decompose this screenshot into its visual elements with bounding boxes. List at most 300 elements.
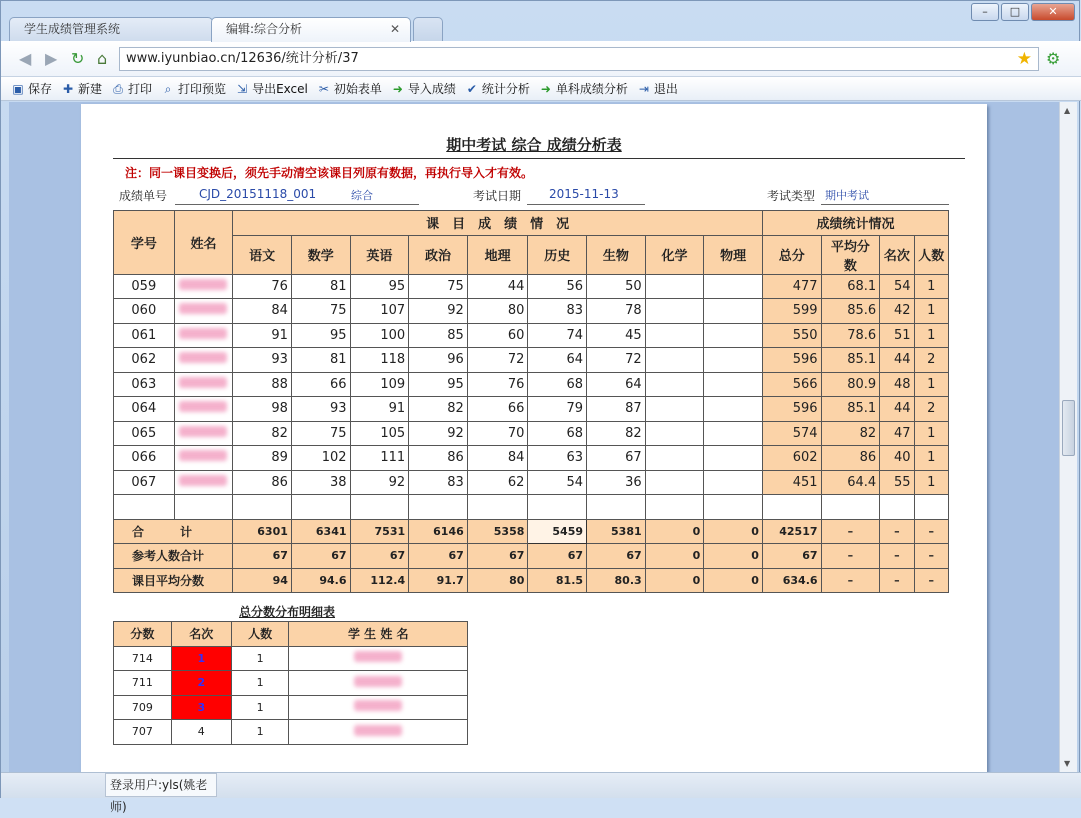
cell-score[interactable]: 95 [350, 274, 409, 299]
cell-score[interactable] [704, 274, 763, 299]
toolbar-button[interactable] [61, 80, 102, 97]
dist-header: 人数 [231, 622, 289, 647]
cell-score[interactable]: 92 [409, 421, 468, 446]
cell-stat[interactable]: 44 [880, 348, 914, 373]
cell-stat[interactable]: 2 [914, 397, 948, 422]
cell-score[interactable]: 74 [528, 323, 587, 348]
summary-value: 5381 [587, 519, 646, 544]
cell-score[interactable] [704, 323, 763, 348]
cell-score[interactable]: 107 [350, 299, 409, 324]
toolbar-button[interactable] [235, 80, 308, 97]
cell-stat[interactable]: 78.6 [821, 323, 880, 348]
cell-score[interactable]: 75 [291, 421, 350, 446]
table-row [114, 299, 949, 324]
new-icon: ✚ [62, 81, 74, 96]
cell-score[interactable]: 75 [291, 299, 350, 324]
header-stats-group: 成绩统计情况 [762, 211, 948, 236]
dist-header: 学 生 姓 名 [289, 622, 468, 647]
header-stat: 平均分数 [821, 235, 880, 274]
empty-cell[interactable] [291, 495, 350, 520]
report-paper [81, 104, 987, 772]
empty-cell[interactable] [704, 495, 763, 520]
cell-score[interactable]: 76 [467, 372, 528, 397]
summary-value: 0 [704, 568, 763, 593]
scroll-up-icon[interactable]: ▲ [1064, 106, 1071, 115]
summary-value: 0 [645, 519, 704, 544]
cell-stat[interactable]: 51 [880, 323, 914, 348]
cell-score[interactable] [704, 372, 763, 397]
close-tab-icon[interactable]: ✕ [389, 22, 400, 36]
table-row [114, 421, 949, 446]
cell-stat[interactable]: 1 [914, 274, 948, 299]
redacted-name [179, 450, 227, 461]
summary-value: 0 [645, 568, 704, 593]
summary-row [114, 544, 949, 569]
cell-score[interactable]: 95 [291, 323, 350, 348]
dist-header: 分数 [114, 622, 172, 647]
cell-score[interactable]: 44 [467, 274, 528, 299]
new-tab-button[interactable] [413, 17, 443, 41]
cell-score[interactable]: 93 [291, 397, 350, 422]
cell-stat[interactable]: 40 [880, 446, 914, 471]
cell-student-id[interactable]: 067 [114, 470, 175, 495]
cell-score[interactable]: 67 [587, 446, 646, 471]
empty-cell[interactable] [762, 495, 821, 520]
cell-score[interactable]: 96 [409, 348, 468, 373]
cell-student-name[interactable] [174, 372, 233, 397]
dist-count: 1 [231, 720, 289, 745]
summary-value: 112.4 [350, 568, 409, 593]
redacted-name [179, 352, 227, 363]
redacted-name [179, 303, 227, 314]
header-subject: 语文 [233, 235, 292, 274]
summary-value: 6301 [233, 519, 292, 544]
cell-stat[interactable]: 85.1 [821, 397, 880, 422]
cell-score[interactable] [645, 421, 704, 446]
cell-score[interactable]: 68 [528, 372, 587, 397]
cell-score[interactable]: 36 [587, 470, 646, 495]
cell-student-name[interactable] [174, 397, 233, 422]
tools-icon: ✂ [318, 81, 329, 96]
toolbar-button[interactable] [11, 80, 52, 97]
cell-score[interactable]: 88 [233, 372, 292, 397]
scroll-down-icon[interactable]: ▼ [1064, 759, 1071, 768]
cell-score[interactable]: 82 [587, 421, 646, 446]
cell-stat[interactable]: 44 [880, 397, 914, 422]
id-label: 成绩单号 [119, 189, 168, 203]
excel-icon: ⇲ [237, 81, 248, 96]
tab-strip [1, 1, 1081, 41]
dist-count: 1 [231, 671, 289, 696]
cell-student-name[interactable] [174, 446, 233, 471]
empty-cell[interactable] [645, 495, 704, 520]
redacted-name [354, 676, 402, 687]
summary-value: 80 [467, 568, 528, 593]
toolbar-label: 新建 [78, 82, 103, 96]
header-subject: 化学 [645, 235, 704, 274]
table-row [114, 397, 949, 422]
redacted-name [179, 377, 227, 388]
summary-row [114, 519, 949, 544]
distribution-table [113, 621, 468, 745]
cell-stat[interactable]: 596 [762, 397, 821, 422]
empty-cell[interactable] [880, 495, 914, 520]
cell-stat[interactable]: 1 [914, 470, 948, 495]
score-table [113, 210, 949, 593]
cell-score[interactable] [704, 470, 763, 495]
cell-score[interactable]: 84 [233, 299, 292, 324]
empty-cell[interactable] [233, 495, 292, 520]
cell-score[interactable] [645, 372, 704, 397]
summary-value: 42517 [762, 519, 821, 544]
cell-score[interactable]: 87 [587, 397, 646, 422]
settings-icon[interactable]: ⚙ [1046, 49, 1061, 68]
url-text: www.iyunbiao.cn/12636/统计分析/37 [126, 51, 359, 66]
cell-score[interactable]: 50 [587, 274, 646, 299]
cell-score[interactable] [704, 299, 763, 324]
cell-score[interactable]: 54 [528, 470, 587, 495]
cell-student-id[interactable]: 061 [114, 323, 175, 348]
summary-value: – [821, 519, 880, 544]
arrow-icon: ➜ [540, 81, 551, 96]
empty-cell[interactable] [409, 495, 468, 520]
table-row [114, 372, 949, 397]
cell-stat[interactable]: 550 [762, 323, 821, 348]
dist-score: 707 [114, 720, 172, 745]
summary-value: 91.7 [409, 568, 468, 593]
cell-score[interactable]: 79 [528, 397, 587, 422]
cell-stat[interactable]: 80.9 [821, 372, 880, 397]
type-label: 考试类型 [767, 189, 816, 203]
cell-stat[interactable]: 1 [914, 421, 948, 446]
cell-score[interactable] [645, 299, 704, 324]
tab-edit-analysis[interactable] [211, 17, 411, 42]
summary-value: – [821, 544, 880, 569]
cell-score[interactable]: 102 [291, 446, 350, 471]
cell-score[interactable]: 100 [350, 323, 409, 348]
date-value[interactable]: 2015-11-13 [527, 187, 645, 205]
empty-cell[interactable] [587, 495, 646, 520]
summary-value: 67 [467, 544, 528, 569]
dist-header: 名次 [171, 622, 231, 647]
toolbar-button[interactable] [637, 80, 678, 97]
toolbar-label: 统计分析 [481, 82, 530, 96]
cell-score[interactable]: 45 [587, 323, 646, 348]
cell-student-id[interactable]: 066 [114, 446, 175, 471]
cell-score[interactable]: 91 [233, 323, 292, 348]
summary-value: – [880, 568, 914, 593]
type-value[interactable]: 期中考试 [821, 187, 949, 205]
print-preview-icon: ⌕ [164, 81, 172, 96]
empty-cell[interactable] [174, 495, 233, 520]
cell-student-id[interactable]: 062 [114, 348, 175, 373]
dist-row [114, 646, 468, 671]
warning-note: 注：同一课目变换后，须先手动清空该课目列原有数据，再执行导入才有效。 [125, 166, 534, 180]
cell-score[interactable] [704, 446, 763, 471]
summary-label: 合 计 [114, 519, 233, 544]
header-id: 学号 [114, 211, 175, 275]
toolbar-label: 退出 [653, 82, 678, 96]
summary-value: 94.6 [291, 568, 350, 593]
window-controls [971, 3, 1075, 21]
toolbar-label: 导出Excel [252, 82, 308, 96]
header-subject: 历史 [528, 235, 587, 274]
cell-score[interactable]: 56 [528, 274, 587, 299]
cell-student-name[interactable] [174, 348, 233, 373]
cell-score[interactable]: 75 [409, 274, 468, 299]
cell-score[interactable]: 78 [587, 299, 646, 324]
summary-value: 67 [409, 544, 468, 569]
cell-student-id[interactable]: 060 [114, 299, 175, 324]
check-icon: ✔ [466, 81, 477, 96]
cell-score[interactable]: 98 [233, 397, 292, 422]
close-window-button[interactable]: ✕ [1031, 3, 1075, 21]
tab-label: 学生成绩管理系统 [24, 22, 121, 36]
redacted-name [179, 328, 227, 339]
cell-student-id[interactable]: 064 [114, 397, 175, 422]
cell-score[interactable]: 86 [409, 446, 468, 471]
cell-score[interactable]: 93 [233, 348, 292, 373]
header-subject: 数学 [291, 235, 350, 274]
cell-score[interactable]: 84 [467, 446, 528, 471]
cell-score[interactable]: 83 [528, 299, 587, 324]
back-icon[interactable]: ◀ [19, 49, 32, 68]
cell-score[interactable] [704, 348, 763, 373]
header-stat: 人数 [914, 235, 948, 274]
header-subject: 物理 [704, 235, 763, 274]
cell-stat[interactable]: 48 [880, 372, 914, 397]
cell-score[interactable] [645, 348, 704, 373]
header-subject: 地理 [467, 235, 528, 274]
cell-stat[interactable]: 1 [914, 446, 948, 471]
cell-score[interactable]: 63 [528, 446, 587, 471]
cell-score[interactable] [704, 421, 763, 446]
empty-cell[interactable] [114, 495, 175, 520]
reload-icon[interactable]: ↻ [71, 49, 85, 68]
redacted-name [179, 401, 227, 412]
cell-student-name[interactable] [174, 323, 233, 348]
cell-stat[interactable]: 82 [821, 421, 880, 446]
cell-score[interactable]: 62 [467, 470, 528, 495]
cell-score[interactable]: 68 [528, 421, 587, 446]
cell-score[interactable] [645, 274, 704, 299]
summary-value: – [914, 544, 948, 569]
dist-rank: 1 [171, 646, 231, 671]
cell-stat[interactable]: 85.1 [821, 348, 880, 373]
dist-rank: 3 [171, 695, 231, 720]
cell-score[interactable] [704, 397, 763, 422]
toolbar-label: 打印 [128, 82, 153, 96]
cell-stat[interactable]: 47 [880, 421, 914, 446]
vertical-scrollbar[interactable] [1059, 102, 1077, 772]
cell-stat[interactable]: 55 [880, 470, 914, 495]
forward-icon[interactable]: ▶ [45, 49, 58, 68]
cell-stat[interactable]: 1 [914, 299, 948, 324]
home-icon[interactable]: ⌂ [97, 49, 108, 68]
summary-value: 7531 [350, 519, 409, 544]
maximize-button[interactable]: □ [1001, 3, 1029, 21]
cell-score[interactable]: 111 [350, 446, 409, 471]
cell-score[interactable]: 81 [291, 274, 350, 299]
empty-cell[interactable] [821, 495, 880, 520]
cell-student-id[interactable]: 059 [114, 274, 175, 299]
id-extra[interactable]: 综合 [327, 187, 419, 205]
summary-value: 5459 [528, 519, 587, 544]
toolbar-button[interactable] [465, 80, 530, 97]
cell-score[interactable]: 82 [409, 397, 468, 422]
title-rule [113, 158, 965, 159]
distribution-title: 总分数分布明细表 [239, 605, 336, 619]
cell-score[interactable]: 89 [233, 446, 292, 471]
cell-score[interactable]: 85 [409, 323, 468, 348]
redacted-name [179, 279, 227, 290]
cell-stat[interactable]: 566 [762, 372, 821, 397]
cell-stat[interactable]: 86 [821, 446, 880, 471]
address-bar[interactable] [119, 47, 1039, 71]
header-subject: 政治 [409, 235, 468, 274]
summary-value: 80.3 [587, 568, 646, 593]
cell-score[interactable]: 70 [467, 421, 528, 446]
toolbar-button[interactable] [161, 80, 226, 97]
cell-score[interactable]: 66 [467, 397, 528, 422]
cell-stat[interactable]: 64.4 [821, 470, 880, 495]
redacted-name [354, 651, 402, 662]
cell-student-name[interactable] [174, 470, 233, 495]
app-toolbar [1, 77, 1081, 101]
summary-value: – [821, 568, 880, 593]
summary-value: 67 [528, 544, 587, 569]
toolbar-button[interactable] [111, 80, 152, 97]
cell-stat[interactable]: 68.1 [821, 274, 880, 299]
cell-stat[interactable]: 599 [762, 299, 821, 324]
toolbar-label: 打印预览 [178, 82, 227, 96]
cell-score[interactable] [645, 446, 704, 471]
cell-score[interactable]: 64 [528, 348, 587, 373]
cell-student-name[interactable] [174, 274, 233, 299]
cell-stat[interactable]: 54 [880, 274, 914, 299]
cell-student-name[interactable] [174, 299, 233, 324]
cell-score[interactable]: 72 [467, 348, 528, 373]
cell-score[interactable]: 83 [409, 470, 468, 495]
cell-stat[interactable]: 477 [762, 274, 821, 299]
summary-value: 81.5 [528, 568, 587, 593]
toolbar-label: 保存 [28, 82, 53, 96]
cell-stat[interactable]: 596 [762, 348, 821, 373]
cell-score[interactable]: 92 [409, 299, 468, 324]
summary-label: 参考人数合计 [114, 544, 233, 569]
cell-score[interactable]: 60 [467, 323, 528, 348]
cell-stat[interactable]: 2 [914, 348, 948, 373]
cell-score[interactable]: 105 [350, 421, 409, 446]
cell-score[interactable]: 72 [587, 348, 646, 373]
cell-score[interactable]: 92 [350, 470, 409, 495]
dist-student-name [289, 646, 468, 671]
cell-score[interactable]: 95 [409, 372, 468, 397]
cell-score[interactable]: 64 [587, 372, 646, 397]
cell-score[interactable]: 38 [291, 470, 350, 495]
cell-score[interactable]: 66 [291, 372, 350, 397]
header-stat: 名次 [880, 235, 914, 274]
summary-value: 94 [233, 568, 292, 593]
cell-stat[interactable]: 1 [914, 372, 948, 397]
empty-cell[interactable] [914, 495, 948, 520]
summary-value: 0 [704, 519, 763, 544]
summary-value: 6146 [409, 519, 468, 544]
cell-score[interactable] [645, 397, 704, 422]
date-label: 考试日期 [473, 189, 522, 203]
page-viewport [9, 102, 1059, 772]
header-stat: 总分 [762, 235, 821, 274]
report-title: 期中考试 综合 成绩分析表 [446, 136, 622, 154]
cell-score[interactable]: 81 [291, 348, 350, 373]
table-row [114, 446, 949, 471]
cell-score[interactable]: 91 [350, 397, 409, 422]
cell-score[interactable] [645, 323, 704, 348]
cell-score[interactable]: 118 [350, 348, 409, 373]
tab-student-system[interactable] [9, 17, 213, 41]
print-icon: ⎙ [113, 81, 123, 96]
id-value[interactable]: CJD_20151118_001 [175, 187, 327, 205]
table-row [114, 274, 949, 299]
toolbar-button[interactable] [539, 80, 628, 97]
empty-cell[interactable] [350, 495, 409, 520]
cell-stat[interactable]: 602 [762, 446, 821, 471]
summary-value: – [880, 519, 914, 544]
cell-stat[interactable]: 451 [762, 470, 821, 495]
cell-stat[interactable]: 1 [914, 323, 948, 348]
header-subject: 英语 [350, 235, 409, 274]
summary-value: 67 [350, 544, 409, 569]
cell-score[interactable]: 109 [350, 372, 409, 397]
summary-value: 5358 [467, 519, 528, 544]
cell-student-name[interactable] [174, 421, 233, 446]
cell-score[interactable]: 86 [233, 470, 292, 495]
cell-stat[interactable]: 85.6 [821, 299, 880, 324]
dist-rank: 4 [171, 720, 231, 745]
cell-stat[interactable]: 42 [880, 299, 914, 324]
login-user: 登录用户:yls(姚老师) [105, 773, 217, 797]
cell-score[interactable]: 80 [467, 299, 528, 324]
save-icon: ▣ [12, 81, 24, 96]
cell-student-id[interactable]: 065 [114, 421, 175, 446]
dist-student-name [289, 671, 468, 696]
cell-student-id[interactable]: 063 [114, 372, 175, 397]
navigation-bar [1, 41, 1081, 77]
dist-student-name [289, 720, 468, 745]
dist-score: 711 [114, 671, 172, 696]
cell-score[interactable]: 76 [233, 274, 292, 299]
scroll-thumb[interactable] [1062, 400, 1075, 456]
toolbar-label: 导入成绩 [407, 82, 456, 96]
cell-score[interactable] [645, 470, 704, 495]
cell-stat[interactable]: 574 [762, 421, 821, 446]
empty-cell[interactable] [467, 495, 528, 520]
table-row [114, 470, 949, 495]
toolbar-button[interactable] [317, 80, 382, 97]
toolbar-button[interactable] [391, 80, 456, 97]
toolbar-label: 初始表单 [333, 82, 382, 96]
import-icon: ➜ [392, 81, 403, 96]
table-row [114, 348, 949, 373]
cell-score[interactable]: 82 [233, 421, 292, 446]
bookmark-star-icon[interactable]: ★ [1016, 49, 1032, 69]
exit-icon: ⇥ [638, 81, 649, 96]
table-row-empty [114, 495, 949, 520]
redacted-name [179, 426, 227, 437]
empty-cell[interactable] [528, 495, 587, 520]
minimize-button[interactable]: – [971, 3, 999, 21]
summary-value: 67 [233, 544, 292, 569]
